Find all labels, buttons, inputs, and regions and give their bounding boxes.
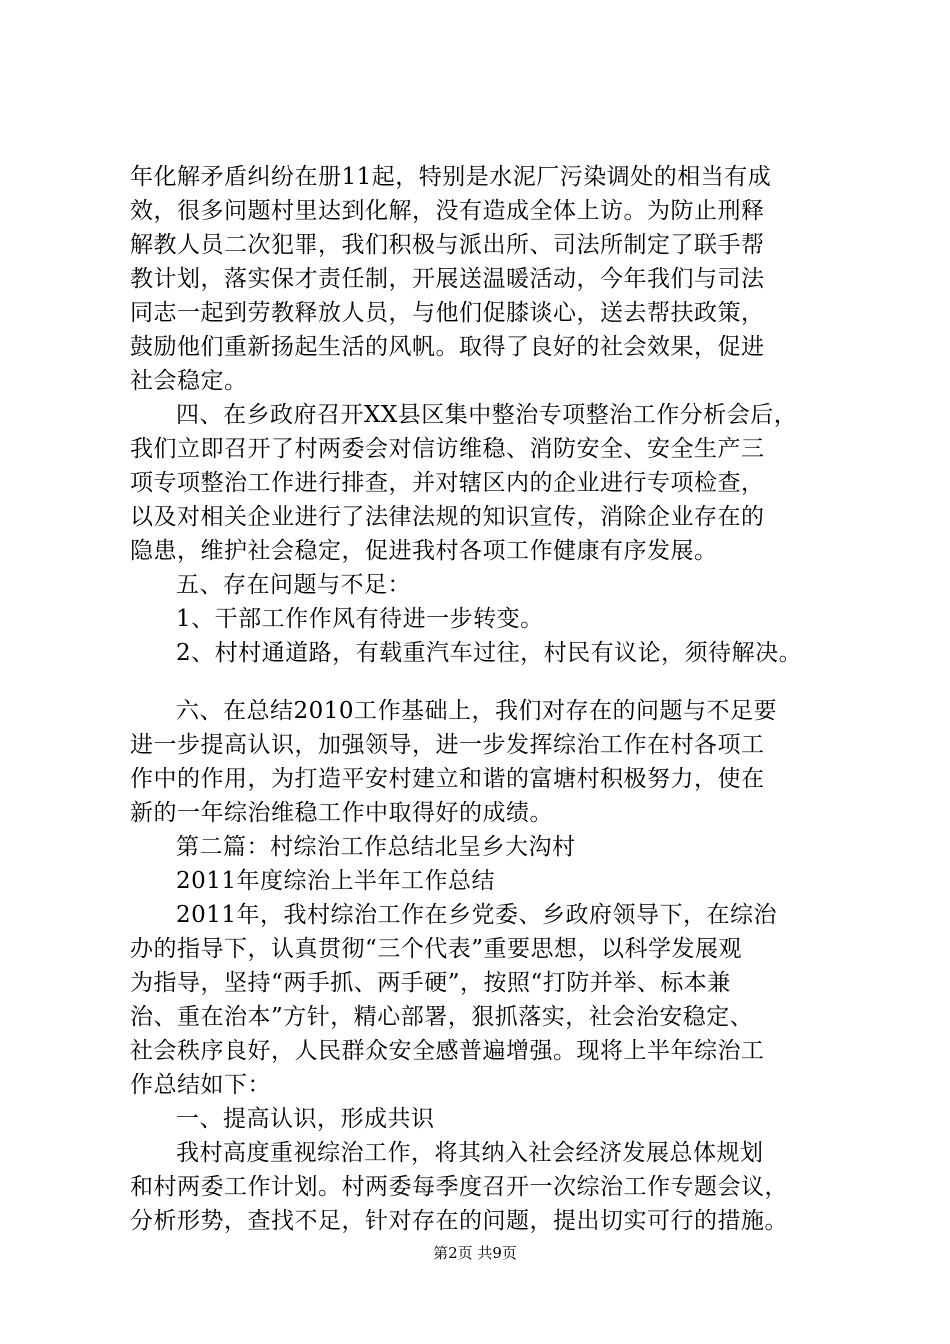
text-line: 项专项整治工作进行排查，并对辖区内的企业进行专项检查， — [130, 470, 765, 496]
text-line: 2011年，我村综治工作在乡党委、乡政府领导下，在综治 — [176, 902, 778, 928]
text-line: 五、存在问题与不足： — [176, 572, 411, 598]
text-line: 新的一年综治维稳工作中取得好的成绩。 — [130, 800, 553, 826]
text-line: 社会秩序良好，人民群众安全感普遍增强。现将上半年综治工 — [130, 1038, 765, 1064]
paragraph-gap — [130, 670, 840, 694]
text-line: 年化解矛盾纠纷在册11起，特别是水泥厂污染调处的相当有成 — [130, 164, 772, 190]
text-line: 第二篇：村综治工作总结北呈乡大沟村 — [176, 834, 576, 860]
text-line: 为指导，坚持“两手抓、两手硬”，按照“打防并举、标本兼 — [130, 970, 731, 996]
text-line: 作中的作用，为打造平安村建立和谐的富塘村积极努力，使在 — [130, 766, 765, 792]
text-line: 一、提高认识，形成共识 — [176, 1106, 435, 1132]
text-line: 我村高度重视综治工作，将其纳入社会经济发展总体规划 — [176, 1140, 764, 1166]
text-line: 效，很多问题村里达到化解，没有造成全体上访。为防止刑释 — [130, 198, 765, 224]
text-line: 我们立即召开了村两委会对信访维稳、消防安全、安全生产三 — [130, 436, 765, 462]
text-line: 以及对相关企业进行了法律法规的知识宣传，消除企业存在的 — [130, 504, 765, 530]
text-line: 1、干部工作作风有待进一步转变。 — [176, 606, 544, 632]
text-line: 教计划，落实保才责任制，开展送温暖活动，今年我们与司法 — [130, 266, 765, 292]
text-line: 隐患，维护社会稳定，促进我村各项工作健康有序发展。 — [130, 538, 718, 564]
document-body — [130, 160, 840, 1238]
text-line: 办的指导下，认真贯彻“三个代表”重要思想，以科学发展观 — [130, 936, 743, 962]
text-line: 鼓励他们重新扬起生活的风帆。取得了良好的社会效果，促进 — [130, 334, 765, 360]
text-line: 分析形势，查找不足，针对存在的问题，提出切实可行的措施。 — [130, 1208, 788, 1234]
text-line: 解教人员二次犯罪，我们积极与派出所、司法所制定了联手帮 — [130, 232, 765, 258]
text-line: 四、在乡政府召开XX县区集中整治专项整治工作分析会后， — [176, 402, 798, 428]
text-line: 2011年度综治上半年工作总结 — [176, 868, 496, 894]
text-line: 和村两委工作计划。村两委每季度召开一次综治工作专题会议， — [130, 1174, 788, 1200]
text-line: 同志一起到劳教释放人员，与他们促膝谈心，送去帮扶政策， — [130, 300, 765, 326]
page-footer: 第2页 共9页 — [433, 1244, 517, 1262]
text-line: 作总结如下： — [130, 1072, 271, 1098]
text-line: 六、在总结2010工作基础上，我们对存在的问题与不足要 — [176, 698, 778, 724]
text-line: 治、重在治本”方针，精心部署，狠抓落实，社会治安稳定、 — [130, 1004, 754, 1030]
text-line: 2、村村通道路，有载重汽车过往，村民有议论，须待解决。 — [176, 640, 803, 666]
text-line: 进一步提高认识，加强领导，进一步发挥综治工作在村各项工 — [130, 732, 765, 758]
text-line: 社会稳定。 — [130, 368, 248, 394]
